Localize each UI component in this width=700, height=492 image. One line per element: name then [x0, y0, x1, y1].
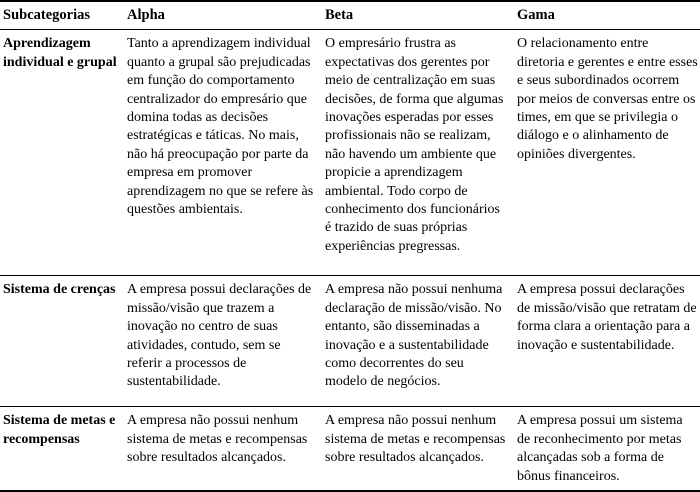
- row-category: Sistema de metas e recompensas: [0, 407, 120, 491]
- cell-gama: A empresa possui declarações de missão/visão que retratam de forma clara a orientação para a inovação e sustentabilidade.: [510, 276, 700, 407]
- row-category: Aprendizagem individual e grupal: [0, 30, 120, 276]
- cell-alpha: A empresa não possui nenhum sistema de metas e recompensas sobre resultados alcançados.: [120, 407, 318, 491]
- header-gama: Gama: [510, 1, 700, 30]
- cell-beta: A empresa não possui nenhuma declaração de missão/visão. No entanto, são disseminadas a inovação e a sustentabilidade como decorrentes do seu modelo de negócios.: [318, 276, 510, 407]
- cell-beta: A empresa não possui nenhum sistema de metas e recompensas sobre resultados alcançados.: [318, 407, 510, 491]
- cell-beta: O empresário frustra as expectativas dos gerentes por meio de centralização em suas decisões, de forma que algumas inovações esperadas por esses profissionais não se realizam, não havendo um ambiente que propicie a aprendizagem ambiental. Todo corpo de conhecimento dos funcionários é trazido de suas próprias experiências pregressas.: [318, 30, 510, 276]
- row-category: Sistema de crenças: [0, 276, 120, 407]
- header-subcategorias: Subcategorias: [0, 1, 120, 30]
- cell-alpha: Tanto a aprendizagem individual quanto a grupal são prejudicadas em função do comportamento centralizador do empresário que domina todas as decisões estratégicas e táticas. No mais, não há preocupação por parte da empresa em promover aprendizagem no que se refere às questões ambientais.: [120, 30, 318, 276]
- table-row: [0, 276, 700, 407]
- header-beta: Beta: [318, 1, 510, 30]
- cell-gama: A empresa possui um sistema de reconhecimento por metas alcançadas sob a forma de bônus financeiros.: [510, 407, 700, 491]
- table-row: [0, 407, 700, 491]
- header-alpha: Alpha: [120, 1, 318, 30]
- header-row: [0, 1, 700, 30]
- cell-alpha: A empresa possui declarações de missão/visão que trazem a inovação no centro de suas atividades, contudo, sem se referir a processos de sustentabilidade.: [120, 276, 318, 407]
- cell-gama: O relacionamento entre diretoria e gerentes e entre esses e seus subordinados ocorrem por meios de conversas entre os times, em que se privilegia o diálogo e o alinhamento de opiniões divergentes.: [510, 30, 700, 276]
- table-row: [0, 30, 700, 276]
